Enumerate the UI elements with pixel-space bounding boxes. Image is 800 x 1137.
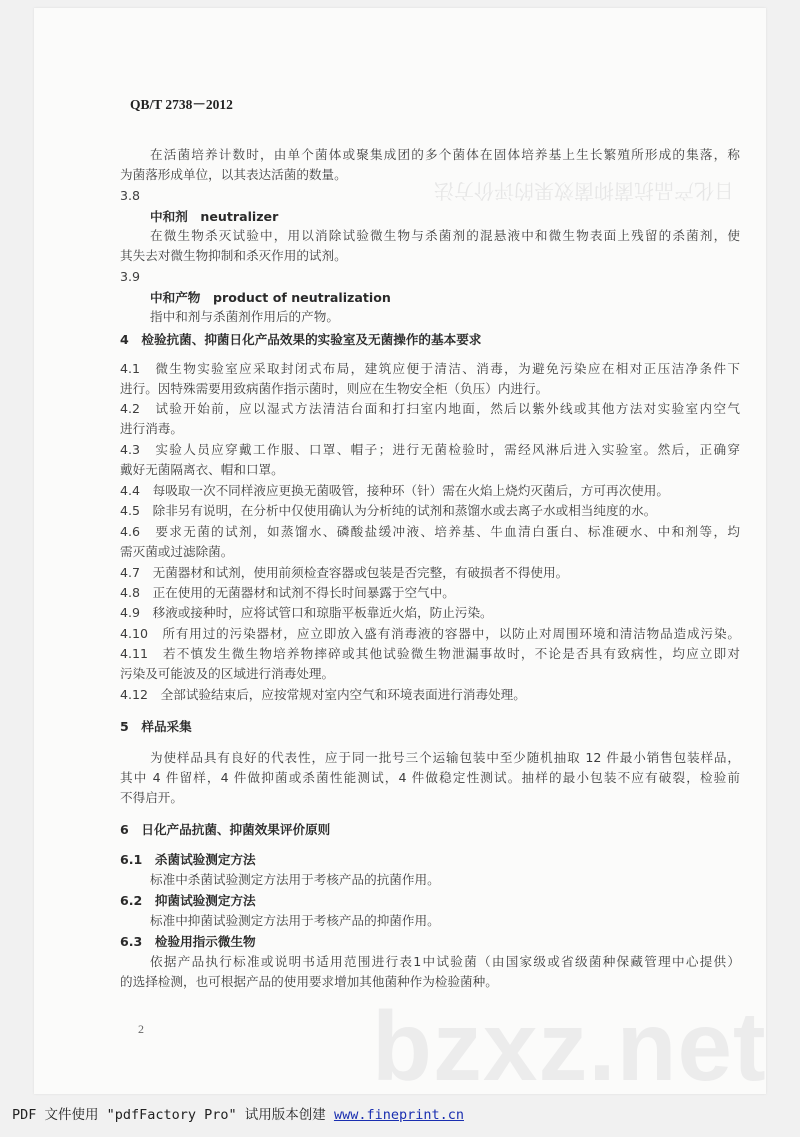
text-line: 进行。因特殊需要用致病菌作指示菌时，则应在生物安全柜（负压）内进行。 — [120, 381, 549, 396]
text-line: 4.5 除非另有说明，在分析中仅使用确认为分析纯的试剂和蒸馏水或去离子水或相当纯度的水。 — [120, 503, 657, 518]
text-line: 4.2 试验开始前，应以湿式方法清洁台面和打扫室内地面，然后以紫外线或其他方法对实验室内空气 — [120, 401, 740, 416]
pdf-footer — [12, 1103, 464, 1123]
text-line: 4.10 所有用过的污染器材，应立即放入盛有消毒液的容器中，以防止对周围环境和清洁物品造成污染。 — [120, 626, 740, 641]
text-line: 4.3 实验人员应穿戴工作服、口罩、帽子；进行无菌检验时，需经风淋后进入实验室。然后，正确穿 — [120, 442, 740, 457]
text-line: 进行消毒。 — [120, 421, 183, 436]
section-heading: 6 日化产品抗菌、抑菌效果评价原则 — [120, 822, 331, 837]
text-line: 4.6 要求无菌的试剂，如蒸馏水、磷酸盐缓冲液、培养基、牛血清白蛋白、标准硬水、中和剂等，均 — [120, 524, 740, 539]
text-line: 戴好无菌隔离衣、帽和口罩。 — [120, 462, 284, 477]
text-line: 依据产品执行标准或说明书适用范围进行表1中试验菌（由国家级或省级菌种保藏管理中心提供） — [150, 954, 740, 969]
text-line: 的选择检测，也可根据产品的使用要求增加其他菌种作为检验菌种。 — [120, 974, 498, 989]
text-line: 其失去对微生物抑制和杀灭作用的试剂。 — [120, 248, 347, 263]
section-heading: 中和剂 neutralizer — [150, 209, 279, 224]
text-line: 为菌落形成单位，以其表达活菌的数量。 — [120, 167, 347, 182]
text-line: 在活菌培养计数时，由单个菌体或聚集成团的多个菌体在固体培养基上生长繁殖所形成的集落，称 — [150, 147, 740, 162]
bleed-through-text: 日化产品抗菌抑菌效果的评价方法 — [434, 179, 734, 203]
section-heading: 6.2 抑菌试验测定方法 — [120, 893, 256, 908]
text-line: 4.8 正在使用的无菌器材和试剂不得长时间暴露于空气中。 — [120, 585, 455, 600]
text-line: 4.7 无菌器材和试剂，使用前须检查容器或包装是否完整，有破损者不得使用。 — [120, 565, 569, 580]
section-heading: 5 样品采集 — [120, 719, 192, 734]
section-heading: 6.3 检验用指示微生物 — [120, 934, 256, 949]
text-line: 其中 4 件留样，4 件做抑菌或杀菌性能测试，4 件做稳定性测试。抽样的最小包装不应有破裂，检验前 — [120, 770, 740, 785]
text-line: 需灭菌或过滤除菌。 — [120, 544, 234, 559]
watermark: bzxz.net — [372, 991, 767, 1101]
text-line: 为使样品具有良好的代表性，应于同一批号三个运输包装中至少随机抽取 12 件最小销售包装样品， — [150, 750, 740, 765]
text-line: 在微生物杀灭试验中，用以消除试验微生物与杀菌剂的混悬液中和微生物表面上残留的杀菌剂，使 — [150, 228, 740, 243]
section-heading: 4 检验抗菌、抑菌日化产品效果的实验室及无菌操作的基本要求 — [120, 332, 482, 347]
text-line: 3.8 — [120, 188, 141, 203]
page-number: 2 — [138, 1022, 144, 1036]
text-line: 4.12 全部试验结束后，应按常规对室内空气和环境表面进行消毒处理。 — [120, 687, 526, 702]
text-line: 3.9 — [120, 269, 141, 284]
section-heading: 中和产物 product of neutralization — [150, 290, 391, 305]
fineprint-link[interactable]: www.fineprint.cn — [333, 1107, 464, 1123]
text-line: 4.1 微生物实验室应采取封闭式布局，建筑应便于清洁、消毒，为避免污染应在相对正压洁净条件下 — [120, 361, 740, 376]
standard-number-header: QB/T 2738－2012 — [130, 97, 233, 112]
footer-text: PDF 文件使用 "pdfFactory Pro" 试用版本创建 — [12, 1107, 334, 1123]
text-line: 标准中抑菌试验测定方法用于考核产品的抑菌作用。 — [150, 913, 440, 928]
text-line: 4.9 移液或接种时，应将试管口和琼脂平板靠近火焰，防止污染。 — [120, 605, 493, 620]
text-line: 指中和剂与杀菌剂作用后的产物。 — [150, 309, 339, 324]
text-line: 污染及可能波及的区域进行消毒处理。 — [120, 666, 335, 681]
text-line: 4.4 每吸取一次不同样液应更换无菌吸管，接种环（针）需在火焰上烧灼灭菌后，方可再次使用。 — [120, 483, 669, 498]
text-line: 标准中杀菌试验测定方法用于考核产品的抗菌作用。 — [150, 872, 440, 887]
text-line: 不得启开。 — [120, 790, 183, 805]
section-heading: 6.1 杀菌试验测定方法 — [120, 852, 256, 867]
text-line: 4.11 若不慎发生微生物培养物摔碎或其他试验微生物泄漏事故时，不论是否具有致病性，均应立即对 — [120, 646, 740, 661]
